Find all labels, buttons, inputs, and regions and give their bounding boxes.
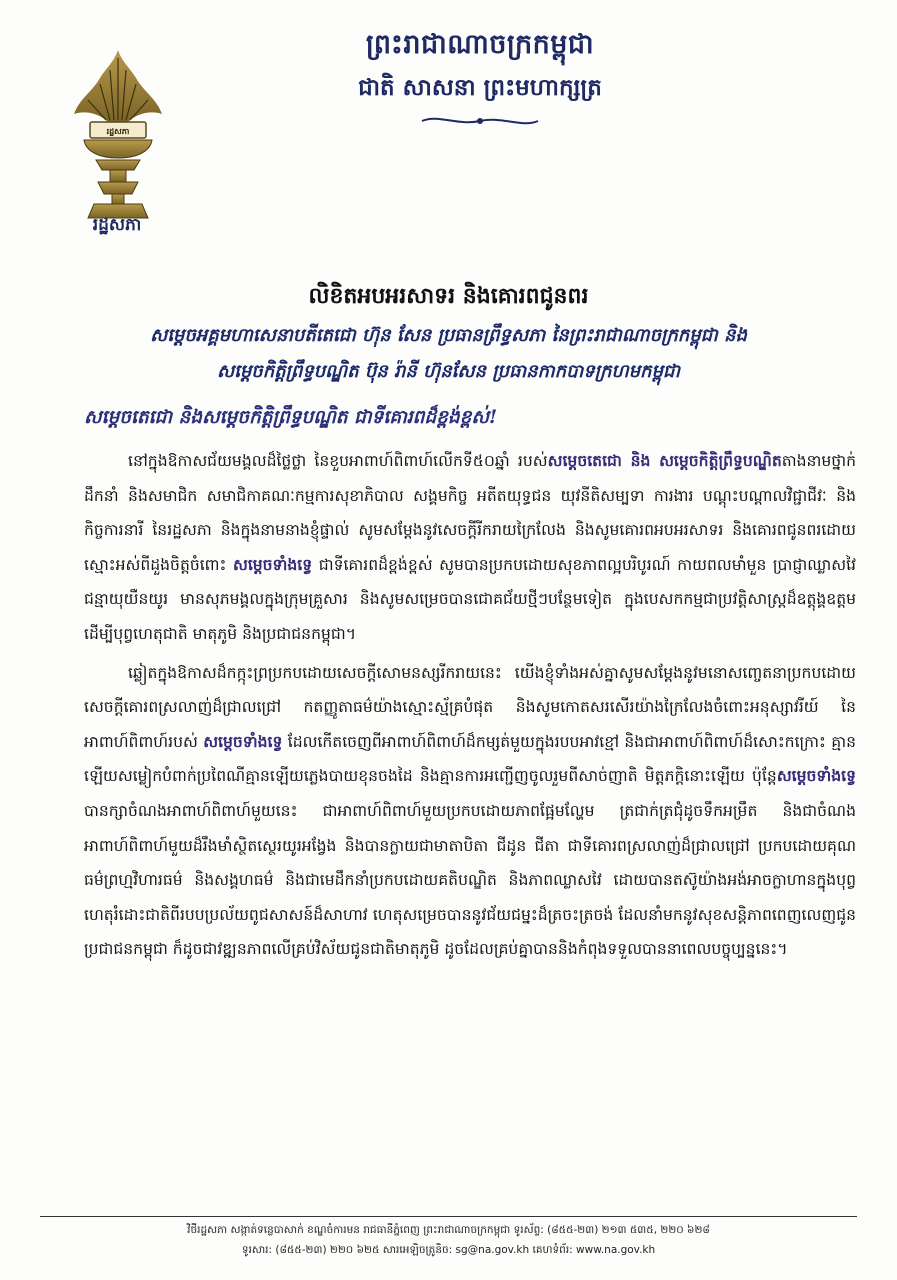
paragraph-1-text-3: ជាទីគោរពដ៏ខ្ពង់ខ្ពស់ សូមបានប្រកបដោយសុខភាពល្អបរិបូរណ៍ កាយពលមាំមួន ប្រាជ្ញាឈ្លាសវៃ ជន្មាយុយឺនយូរ មានសុភមង្គលក្នុងក្រុមគ្រួសារ និងសូមសម្រេចបានជោគជ័យថ្មីៗបន្ថែមទៀត ក្នុងបេសកកម្មជាប្រវត្តិសាស្ត្រដ៏ឧត្តុង្គឧត្តម ដើម្បីបុព្វហេតុជាតិ មាតុភូមិ និងប្រជាជនកម្ពុជា។ xyxy=(84,555,856,643)
senate-emblem-icon xyxy=(70,48,166,226)
paragraph-2-text-3: បានក្សាចំណងអាពាហ៍ពិពាហ៍មួយនេះ ជាអាពាហ៍ពិពាហ៍មួយប្រកបដោយភាពផ្អែមល្ហែម ត្រជាក់ត្រជុំដូចទឹកអម្រឹត និងជាចំណងអាពាហ៍ពិពាហ៍មួយដ៏រឹងមាំស្ថិតស្ថេរយូរអង្វែង និងបានក្លាយជាមាតាបិតា ជីដូន ជីតា ជាទីគោរពស្រលាញ់ដ៏ជ្រាលជ្រៅ ប្រកបដោយគុណធម៌ព្រហ្មវិហារធម៌ និងសង្គហធម៌ និងជាមេដឹកនាំប្រកបដោយគតិបណ្ឌិត និងភាពឈ្លាសវៃ ដោយបានតស៊ូយ៉ាងអង់អាចក្លាហានក្នុងបុព្វហេតុរំដោះជាតិពីរបបប្រល័យពូជសាសន៍ដ៏សាហាវ ហេតុសម្រេចបាននូវជ័យជម្នះដ៏ត្រចះត្រចង់ ដែលនាំមកនូវសុខសន្តិភាពពេញលេញជូនប្រជាជនកម្ពុជា ក៏ដូចជាវឌ្ឍនភាពលើគ្រប់វិស័យជូនជាតិមាតុភូមិ ដូចដែលគ្រប់គ្នាបាននិងកំពុងទទួលបាននាពេលបច្ចុប្បន្ននេះ។ xyxy=(84,801,856,959)
footer-divider xyxy=(40,1216,857,1217)
paragraph-2-bold-2: សម្តេចទាំងទ្វេ xyxy=(776,766,856,786)
letter-body xyxy=(84,444,856,971)
paragraph-1-bold-1: សម្តេចតេជោ និង សម្តេចកិត្តិព្រឹទ្ធបណ្ឌិត xyxy=(547,451,782,470)
paragraph-1-text-2: តាងនាមថ្នាក់ដឹកនាំ និងសមាជិក សមាជិកាគណៈកម្មការសុខាភិបាល សង្គមកិច្ច អតីតយុទ្ធជន យុវនីតិសម្បទា ការងារ បណ្តុះបណ្តាលវិជ្ជាជីវៈ និងកិច្ចការនារី នៃរដ្ឋសភា និងក្នុងនាមនាងខ្ញុំផ្ទាល់ សូមសម្តែងនូវសេចក្តីរីករាយក្រៃលែង និងសូមគោរពអបអរសាទរ និងគោរពជូនពរដោយស្មោះអស់ពីដួងចិត្តចំពោះ xyxy=(84,452,856,574)
kingdom-heading: ព្រះរាជាណាចក្រកម្ពុជា xyxy=(365,29,595,60)
paragraph-1-bold-2: សម្តេចទាំងទ្វេ xyxy=(232,554,313,574)
paragraph-2-text-1: ឆ្លៀតក្នុងឱកាសដ៏កក្កុះ​ព្រប្រកបដោយសេចក្តីសោមនស្សរីករាយនេះ យើងខ្ញុំទាំងអស់គ្នាសូមសម្តែងនូវមនោសញ្ចេតនាប្រកបដោយសេចក្តីគោរពស្រលាញ់ដ៏ជ្រាលជ្រៅ កតញ្ញូតាធម៌យ៉ាងស្មោះស្ម័គ្របំផុត និងសូមកោតសរសើរយ៉ាងក្រៃលែងចំពោះអនុស្សាវរីយ៍ នៃអាពាហ៍ពិពាហ៍របស់ xyxy=(84,663,856,751)
letter-subtitle-line2: សម្តេចកិត្តិព្រឹទ្ធបណ្ឌិត ប៊ុន រ៉ានី ហ៊ុនសែន ប្រធានកាកបាទក្រហមកម្ពុជា xyxy=(216,361,681,382)
national-motto: ជាតិ សាសនា ព្រះមហាក្សត្រ xyxy=(358,74,602,101)
paragraph-2 xyxy=(84,656,856,967)
ministry-label: រដ្ឋសភា xyxy=(92,215,142,235)
emblem-band-text: រដ្ឋសភា xyxy=(106,126,130,136)
salutation: សម្តេចតេជោ និងសម្តេចកិត្តិព្រឹទ្ធបណ្ឌិត ជាទីគោរពដ៏ខ្ពង់ខ្ពស់! xyxy=(84,407,498,428)
letter-subtitle-line1: សម្តេចអគ្គមហាសេនាបតីតេជោ ហ៊ុន សែន ប្រធានព្រឹទ្ធសភា នៃព្រះរាជាណាចក្រកម្ពុជា និង xyxy=(150,325,747,346)
footer-address: វិថីរដ្ឋសភា សង្កាត់ទន្លេបាសាក់ ខណ្ឌចំការមន រាជធានីភ្នំពេញ ព្រះរាជាណាចក្រកម្ពុជា ទូរស័ព្ទ: (៨៥៥-២៣) ២១៣ ៥៣៥, ២២០ ៦២៨ xyxy=(187,1224,710,1236)
letter-title: លិខិតអបអរសាទរ និងគោរពជូនពរ xyxy=(308,283,589,309)
paragraph-1 xyxy=(84,444,856,652)
ornament-divider-icon xyxy=(418,112,542,130)
footer-contact: ទូរសារ: (៨៥៥-២៣) ២២០ ៦២៥ សារអេឡិចត្រូនិច: sg@na.gov.kh គេហទំព័រ: www.na.gov.kh xyxy=(241,1244,656,1256)
paragraph-2-bold-1: សម្តេចទាំងទ្វេ xyxy=(203,731,283,751)
paragraph-1-text-1: នៅក្នុងឱកាសជ័យមង្គលដ៏ថ្លៃថ្លា នៃខួបអាពាហ៍ពិពាហ៍លើកទី៥០ឆ្នាំ របស់ xyxy=(128,452,548,470)
paragraph-2-text-2: ដែលកើតចេញពីអាពាហ៍ពិពាហ៍ដ៏កម្សត់មួយក្នុងរបបអាវខ្មៅ និងជាអាពាហ៍ពិពាហ៍ដ៏សោះកក្រោះ គ្មានឡើយសម្លៀកបំពាក់ប្រពៃណីគ្មានឡើយភ្លេងបាយខុនចងដៃ និងគ្មានការអញ្ជើញចូលរួមពីសាច់ញាតិ មិត្តភក្តិនោះឡើយ ប៉ុន្តែ xyxy=(84,732,856,786)
